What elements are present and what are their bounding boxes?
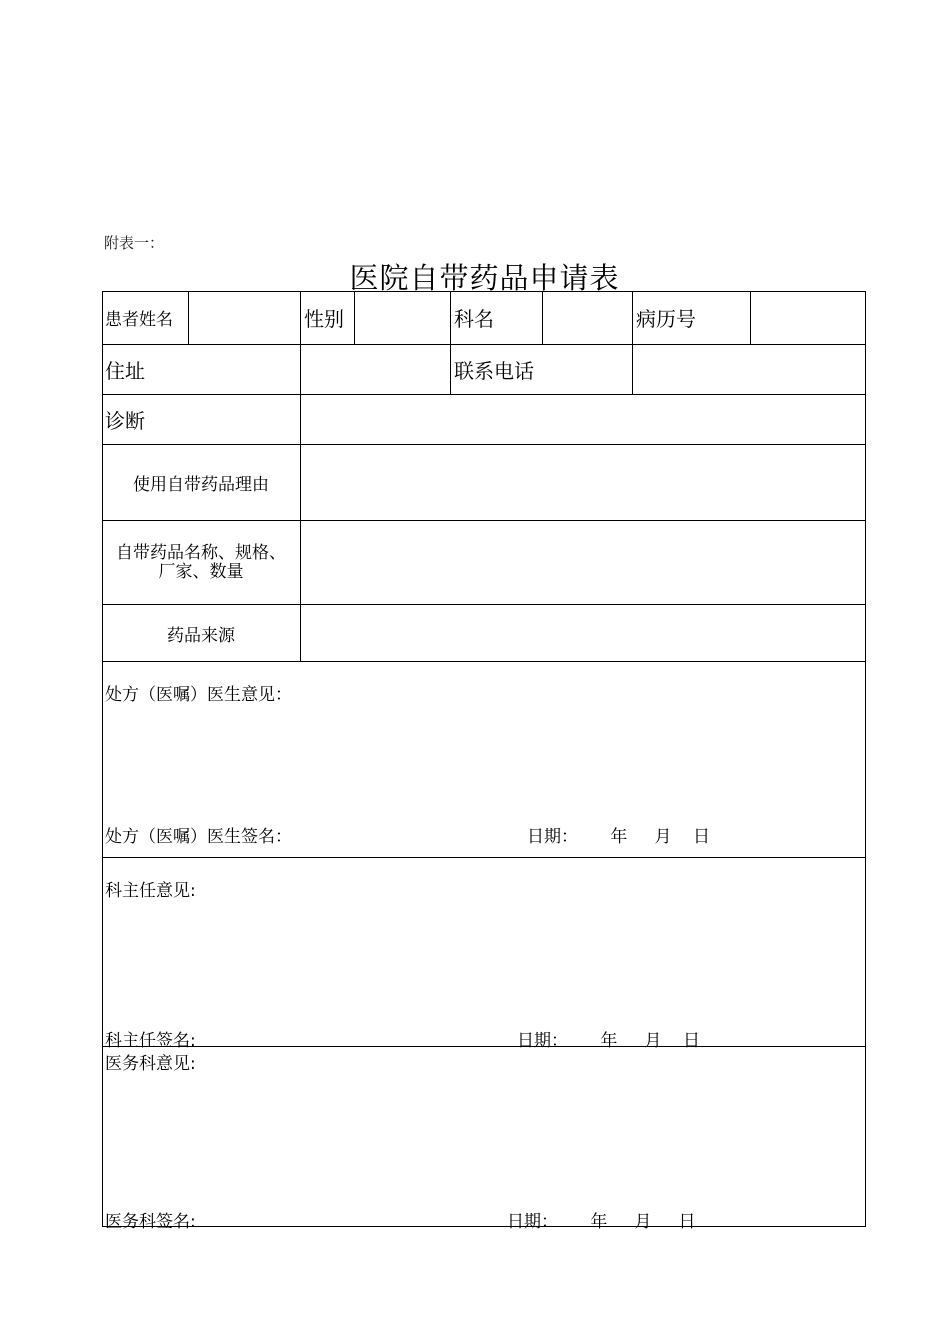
source-field[interactable] bbox=[301, 605, 866, 662]
phone-label: 联系电话 bbox=[454, 359, 534, 383]
drug-info-field[interactable] bbox=[301, 521, 866, 605]
reason-field[interactable] bbox=[301, 445, 866, 521]
director-opinion-section[interactable] bbox=[102, 858, 866, 1051]
source-label-cell bbox=[102, 605, 301, 662]
reason-label-cell bbox=[102, 445, 301, 521]
director-signature-label: 科主任签名: bbox=[105, 1031, 196, 1051]
application-form bbox=[102, 291, 866, 1232]
gender-label-cell bbox=[301, 291, 355, 345]
drug-info-label-line1: 自带药品名称、规格、 bbox=[116, 542, 286, 563]
annex-label: 附表一： bbox=[104, 234, 165, 252]
address-label: 住址 bbox=[105, 359, 145, 383]
doctor-opinion-label: 处方（医嘱）医生意见： bbox=[105, 685, 292, 705]
patient-name-label-cell bbox=[102, 291, 189, 345]
doctor-date-label: 日期： 年 月 日 bbox=[527, 827, 711, 847]
drug-info-label-line2: 厂家、数量 bbox=[158, 561, 244, 582]
diagnosis-label: 诊断 bbox=[105, 409, 145, 433]
phone-field[interactable] bbox=[633, 345, 866, 395]
doctor-signature-label: 处方（医嘱）医生签名： bbox=[105, 827, 292, 847]
gender-label: 性别 bbox=[304, 307, 344, 331]
diagnosis-label-cell bbox=[102, 395, 301, 445]
address-field[interactable] bbox=[301, 345, 451, 395]
phone-label-cell bbox=[451, 345, 633, 395]
address-label-cell bbox=[102, 345, 301, 395]
form-title: 医院自带药品申请表 bbox=[349, 261, 620, 295]
gender-field[interactable] bbox=[355, 291, 451, 345]
diagnosis-field[interactable] bbox=[301, 395, 866, 445]
source-label: 药品来源 bbox=[167, 625, 235, 646]
record-no-field[interactable] bbox=[751, 291, 866, 345]
department-label: 科名 bbox=[454, 307, 494, 331]
record-no-label-cell bbox=[633, 291, 751, 345]
medical-affairs-signature-label: 医务科签名: bbox=[105, 1212, 196, 1232]
medical-affairs-date-label: 日期： 年 月 日 bbox=[507, 1212, 696, 1232]
department-label-cell bbox=[451, 291, 543, 345]
medical-affairs-opinion-section[interactable] bbox=[102, 1047, 866, 1232]
reason-label: 使用自带药品理由 bbox=[133, 475, 269, 495]
medical-affairs-opinion-label: 医务科意见: bbox=[105, 1054, 196, 1074]
director-opinion-label: 科主任意见: bbox=[105, 881, 196, 901]
department-field[interactable] bbox=[543, 291, 633, 345]
patient-name-label: 患者姓名 bbox=[105, 310, 173, 330]
drug-info-label-cell bbox=[102, 521, 301, 605]
patient-name-field[interactable] bbox=[189, 291, 301, 345]
doctor-opinion-section[interactable] bbox=[102, 662, 866, 858]
director-date-label: 日期： 年 月 日 bbox=[517, 1031, 701, 1051]
record-no-label: 病历号 bbox=[636, 307, 696, 331]
